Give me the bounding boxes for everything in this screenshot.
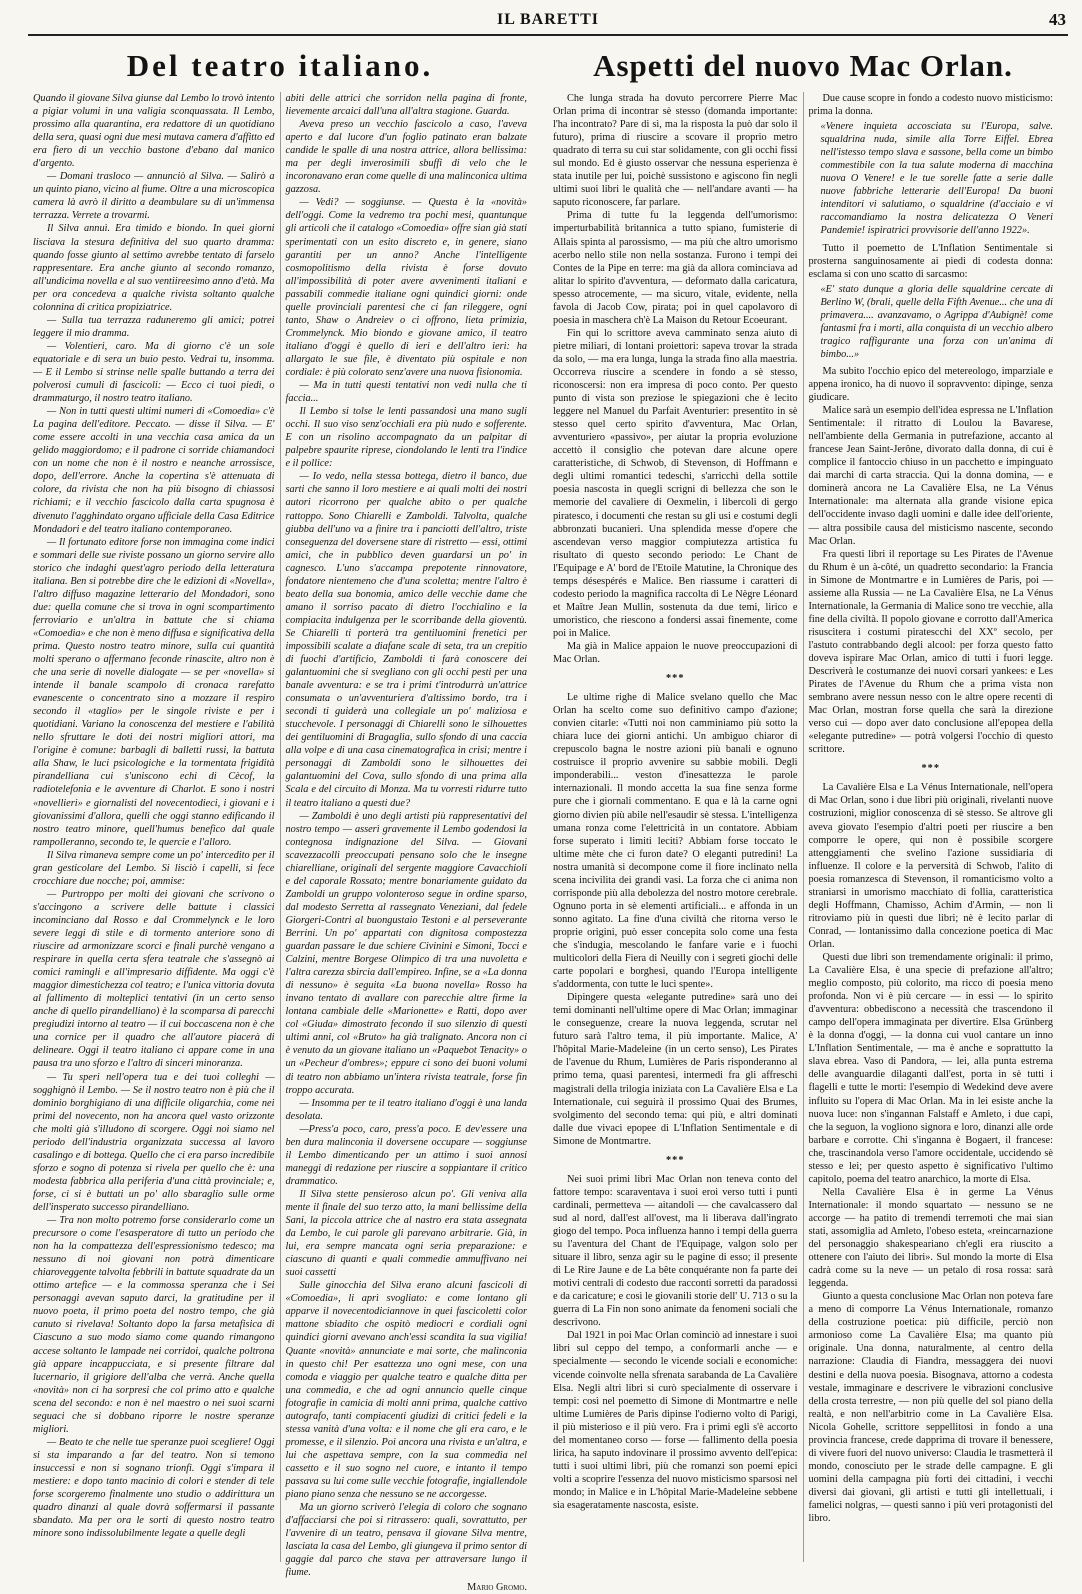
paragraph: Le ultime righe di Malice svelano quello che Mac Orlan ha scelto come suo definitivo campo d'azione; convien citarle: «Tutti noi non camminiamo più sotto la chiara luce dei giorni antichi. Un ambiguo chiaror di crepuscolo bagna le nostre azioni più banali e ognuno costruisce il proprio avvenire su sabbie mobili. Degli imponderabili... veston d'inesattezza le parole internazionali. Il mondo accetta la sua fine senza forme pure che i giornali commentano. E qua e là la carne ogni giorno divien più abile nell'esaudir sè stessa. L'intelligenza umana ronza come l'elettricità in un contatore. Abbiam forse superato i limiti leciti? Abbiam forse toccato le ultime mète che ci furon date? O eleganti putredini! La nostra umanità si decompone come il fiore inclinato nella scena incivilita dei grandi vasi. La forza che ci anima non corrisponde più alla debolezza del nostro motore cerebrale. Ognuno porta in sè elementi artificiali... e affonda in un sonno agitato. La fine d'una civiltà che ritorna verso le proprie origini, può esser concepita solo come una festa che s'indugia, mescolando le fanfare varie e i fuochi multicolori della Fiera di Neuilly con i segreti giochi delle carte popolari e borghesi, quando l'Europa intelligente s'addormenta, con tutte le luci spente». [553,692,798,991]
paragraph: — Ma in tutti questi tentativi non vedi nulla che ti faccia... [285,380,527,405]
paragraph: — Io vedo, nella stessa bottega, dietro il banco, due sarti che sanno il loro mestiere e ai quali molti dei nostri autori ricorrono per qualche abito o per qualche rattoppo. Sono Chiarelli e Zamboldi. Talvolta, qualche giubba dell'uno va a finire tra i panciotti dell'altro, triste conseguenza del doversene stare di ristretto — essi, ottimi amici, che in pubblico deven guardarsi un po' in cagnesco. L'uno s'accampa prepotente rinnovatore, fondatore nientemeno che d'una scoletta; mentre l'altro è beato della sua bonomia, amico delle vecchie dame che amano il sorriso pacato di dietro l'occhialino e la compiacita indulgenza per le scorribande della gioventù. Se Chiarelli ti porterà tra gentiluomini frenetici per impossibili scalate a diafane scale di seta, tra un crepitio di fuochi d'artificio, Zamboldi ti farà conoscere dei galantuomini che si svegliano con gli occhi pesti per una banale avventura: e se tra i primi t'introdurrà un'attrice consumata o un'avventuriera d'altissimo bordo, tra i secondi ti guiderà una collegiale un po' maliziosa e stucchevole. I personaggi di Chiarelli sono le silhouettes dei gentiluomini di Bragaglia, sullo sfondo di una caccia alla volpe e di una casa cinematografica in crisi; mentre i personaggi di Zamboldi sono le silhouettes dei galantuomini del Cova, sullo sfondo di una prima alla Scala e del circuito di Monza. Ma tu vorresti ridurre tutto il teatro italiano a questi due? [285,471,527,809]
paragraph: — Purtroppo per molti dei giovani che scrivono o s'accingono a scrivere delle battute i classici incominciano dal Rosso e dal Crommelynck e le loro severe leggi di stile e di tormento anteriore sono di riuscire ad armonizzare scorci e finali purchè vengano a respirare in quella certa sfera teatrale che s'assegnò ai comici ramingli e all'impresario diffidente. Ma oggi c'è maggior dimestichezza col teatro; e l'unica vittoria dovuta al fallimento di molteplici tentativi (in un certo senso anche di quello pirandelliano) è la scomparsa di parecchi pregiudizi intorno al teatro — il cui boccascena non è che una cornice per il quadro che all'autore piacerà di delineare. Oggi il teatro italiano ci appare come in una pausa tra uno sforzo e l'altro di sinceri minoranza. [33,888,275,1070]
paragraph: Dipingere questa «elegante putredine» sarà uno dei temi dominanti nell'ultime opere di Mac Orlan; immaginar le conseguenze, creare la nuova leggenda, scrutar nel futuro sarà l'altro tema, il più importante. Malice, A' l'hôpital Marie-Madeleine (in un certo senso), Les Pirates de l'avenue du Rhum, Lumières de Paris risponderanno al primo tema, quasi parentesi, intermedi fra gli affreschi magistrali della trilogia iniziata con La Cavalière Elsa e La Internationale, cui seguirà il prossimo Quai des Brumes, svolgimento del secondo tema: qui più, e altri dominati dalle due vivaci epopee di L'Inflation Sentimentale e di Simone de Montmartre. [553,992,798,1147]
article-teatro [28,44,540,1594]
paragraph: Ma già in Malice appaion le nuove preoccupazioni di Mac Orlan. [553,640,798,666]
column-4 [803,92,1059,1562]
poem-quote: «Venere inquieta accosciata su l'Europa, salve. squaldrina nuda, simile alla Torre Eiffel. Ebrea nell'istesso tempo slava e sassone, bella come un bimbo commestibile con la tua salute moderna di macchina nuova O Venere! e le tue sorelle fatte a serie dalle nuove fabbriche letterarie dell'Europa! Da buoni intenditori vi salutiamo, o squaldrine (d'acciaio e vi raccomandiamo la nostra delicatezza O Veneri Pandemie! ispiratrici provvisorie dell'anno 1922». [820,121,1053,237]
journal-title: IL BARETTI [496,11,600,28]
paragraph: Ma un giorno scriverò l'elegia di coloro che sognano d'affacciarsi che poi si ritrassero: quali, sovrattutto, per l'avvenire di un teatro, pensava il giovane Silva mentre, lasciata la casa del Lembo, gli giungeva il primo sentor di gaggie dal parco che stava per attraversare lungo il fiume. [285,1502,527,1579]
paragraph: — Volentieri, caro. Ma di giorno c'è un sole equatoriale e di sera un buio pesto. Vedrai tu, insomma. — E il Lembo si strinse nelle spalle buttando a terra dei polverosi cumuli di fascicoli: — Ecco ci tuoi piedi, o drammaturgo, il nostro teatro italiano. [33,340,275,405]
poem-quote: «E' stato dunque a gloria delle squaldrine cercate di Berlino W, (brali, quelle della Fifth Avenue... che una di primavera.... avanzavamo, o Agrippa d'Aubignè! come fantasmi fra i morti, alla conquista di un vecchio albero tragico raffigurante una forza con un'anima di bimbo...» [820,283,1053,360]
paragraph: — Domani trasloco — annunciò al Silva. — Salirò a un quinto piano, vicino al fiume. Oltre a una microscopica camera là avrò il diritto a deambulare su di un'immensa terrazza. Verrete a trovarmi. [33,171,275,222]
articles [28,44,1068,1594]
paragraph: —Press'a poco, caro, press'a poco. E dev'essere una ben dura malinconia il doversene occupare — soggiunse il Lembo dimenticando per un attimo i suoi annosi maneggi di redazione per riuscire a soppiantare il critico drammatico. [285,1123,527,1187]
paragraph: La Cavalière Elsa e La Vénus Internationale, nell'opera di Mac Orlan, sono i due libri più originali, rivelanti nuove costruzioni, miglior conoscenza di sè stesso. Se altrove gli aveva giovato l'esempio d'altri poeti per riuscire a ben comporre le opere, qui non è possibile scorgere attenggiamenti che svelino l'azione sussidiaria di influenze. Il colore e la perversità di Schwob, l'alito di poesia romanzesca di Stevenson, il romanticismo volto a straniarsi in umorismo macchiato di follia, caratteristica degli Hoffmann, Chamisso, Achim d'Armin, — non li ritroviamo più in questi due libri; nè è lecito parlar di Conrad, — lontanissimo dalla concezione poetica di Mac Orlan. [808,782,1053,950]
paragraph: Fin qui lo scrittore aveva camminato senza aiuto di pietre miliari, di lontani proiettori: sapeva trovar la strada da solo, — ma era lunga, lunga la strada fino alla maestria. Occorreva riuscire a scendere in fondo a sè stesso, riconoscersi: non era impresa di poco conto. Per questo punto di vista son preziose le spiegazioni che è lecito leggere nel Manuel du Parfait Aventurier: presentito in sè stesso quel certo spirito d'avventura, Mac Orlan, avventuriero «passivo», per aiutar la propria evoluzione accettò il consiglio che potevan dare alcune opere caratteristiche, di Schwob, di Stevenson, di Hoffmann e degli ultimi romantici tedeschi, s'arricchì della sottile poesia nascosta in quegli scrigni di bellezza che son le memorie del cavaliere di Oexmelin, i libercoli di gergo piratesco, i documenti che restan su gli usi e costumi degli abbronzati bucanieri. Una splendida messe d'opere che ascendevan verso maggior compiutezza artistica fu risultato di questo secondo periodo: Le Chant de l'Equipage e A' bord de l'Etoile Matutine, la Chronique des temps désespérés e Malice. Ben riassume i caratteri di codesto periodo la magnifica raccolta di Le Nègre Léonard et Maître Jean Mullin, sostenuta da due temi, lirico e umoristico, che riescono a fondersi assai finemente, come poi in Malice. [553,327,798,639]
paragraph: Due cause scopre in fondo a codesto nuovo misticismo: prima la donna. [808,93,1053,118]
paragraph: — Non in tutti questi ultimi numeri di «Comoedia» c'è La pagina dell'editore. Peccato. — disse il Silva. — E' come essere accolti in una vecchia casa amica da un gelido maggiordomo; e il padrone ci sorride chiamandoci con un nome che non è il nostro e neanche arrossisce, dopo, dell'errore. Anche la copertina s'è attenuata di colore, da rivista che non ha più bisogno di chiassosi richiami; e il vecchio fascicolo dalla carta spugnosa è divenuto l'agghindato organo ufficiale della Casa Editrice Mondadori e del teatro italiano contemporaneo. [33,406,275,535]
paragraph: Ma subito l'occhio epico del metereologo, imparziale e appena ironico, ha di nuovo il sopravvento: dipinge, senza giudicare. [808,365,1053,404]
section-separator: *** [921,763,940,775]
paragraph: Il Lembo si tolse le lenti passandosi una mano sugli occhi. Il suo viso senz'occhiali era più nudo e sofferente. E con un risolino accompagnato da un palpitar di palpebre spaurite riprese, ciondolando le lenti tra l'indice e il pollice: [285,406,527,470]
paragraph: Aveva preso un vecchio fascicolo a caso, l'aveva aperto e dal lucore d'un foglio patinato eran balzate candide le spalle di una nostra attrice, allora bellissima: ma per degli inverosimili sbuffi di velo che le incoronavano eran come quelle di una malinconica ultima gazzosa. [285,119,527,196]
article-title-macorlan: Aspetti del nuovo Mac Orlan. [593,48,1013,83]
paragraph: — Insomma per te il teatro italiano d'oggi è una landa desolata. [285,1097,527,1122]
paragraph: Dal 1921 in poi Mac Orlan cominciò ad innestare i suoi libri sul ceppo del tempo, a conformarli anche — e specialmente — secondo le vicende sociali e economiche: vicende coinvolte nella sfrenata sarabanda de La Cavalière Elsa. Negli altri libri si curò specialmente di osservare i tempi: così nel poemetto di Simone di Montmartre e nelle ultime Lumières de Paris dipinse l'odierno volto di Parigi, il più misterioso e il più vero. Fra i primi egli s'è accorto del momentaneo corso — forse — fallimento della poesia lirica, ha saputo indovinare il prossimo avvento dell'epica: tutti i suoi ultimi libri, più che romanzi son poemi epici volti a scoprire l'essenza del nuovo misticismo sparsosi nel mondo; in Malice e in L'hôpital Marie-Madeleine sebbene sia esageratamente nascosta, esiste. [553,1330,798,1511]
column-2 [280,92,533,1594]
paragraph: Nei suoi primi libri Mac Orlan non teneva conto del fattore tempo: scaraventava i suoi eroi verso tutti i punti cardinali, permetteva — aitandoli — che cavalcassero dal sud al nord, dall'est all'ovest, ma li liberava dall'ingrato giogo del tempo. Poca influenza hanno i tempi della guerra su l'aventura del Chant de l'Equipage, valgon solo per situare il libro, senza agir su le pagine di esso; il presente di Le Rire Jaune e de La bête conquérante non fa parte dei motivi centrali di codesto due racconti sorretti da paradossi e da caricature; e così le giovanili storie dell' U. 713 o su la guerra di La Fin non sono animate da fenomeni sociali che descrivono. [553,1173,798,1329]
teatro-columns [28,92,532,1594]
paragraph: Fra questi libri il reportage su Les Pirates de l'Avenue du Rhum è un à-côté, un quadretto secondario: la Francia in Simone de Montmartre e in Lumières de Paris, poi — assieme alla Russia — ne La Cavalière Elsa, ne La Vénus Internationale, la Germania di Malice sono tre vecchie, alla fine della civiltà. Il popolo giovane e corrotto dall'America risuscitera i costumi piratescchi del XXº secolo, per l'astuto contrabbando degli alcool: per forza questo fatto doveva ispirare Mac Orlan, amico di tutti i fuori legge. Descriverà le costumanze dei nuovi corsari yankees: e Les Pirates de l'Avenue du Rhum che a prima vista non sembrano avere nessun nesso con le altre opere recenti di Mac Orlan, mostran forse quella che sarà la direzione verso cui — dopo aver dato conclusione all'epopea della «elegante putredine» — potrà volgersi l'occhio di questo scrittore. [808,548,1053,756]
paragraph: Il Silva rimaneva sempre come un po' intercedito per il gran gesticolare del Lembo. Si lisciò i capelli, si fece crocchiare due nocche; poi, ammise: [33,849,275,887]
paragraph: Giunto a questa conclusione Mac Orlan non poteva fare a meno di comporre La Vénus Internationale, romanzo della costruzione poetica: più difficile, perciò non armonioso come La Cavalière Elsa; ma quanto più originale. Una donna, naturalmente, al centro della narrazione: Claudia di Fiandra, messaggera dei nuovi destini e della nuova poesia. Bisognava, attorno a codesta vestale, immaginare e descrivere le vibrazioni conclusive della crosta terrestre, — non più quelle del sol piano della realtà, e non nell'arbitrio come in La Cavalière Elsa. Nicola Gohelle, scrittore seppellitosi in fondo a una provincia francese, crede dapprima di trovare il benessere, di vivere fuori del nuovo universo: Claudia le trasmetterà il mondo, conosciuto per le strade delle campagne. E gli uomini della campagna più forti dei cittadini, i vecchi diversi dai giovani, gli artisti e tutti gli intellettuali, i famelici nolgras, — questi sanno i più veri protagonisti del libro. [808,1291,1053,1525]
paragraph: Quando il giovane Silva giunse dal Lembo lo trovò intento a pigiar volumi in una valigia sconquassata. Il Lembo, prossimo alla quarantina, era redattore di un quotidiano della sera, quasi ogni due mesi mutava camera d'affitto ed era fiero di un vecchio bastone d'ebano dal manico d'argento. [33,93,275,170]
paragraph: — Il fortunato editore forse non immagina come indici e sommari delle sue riviste possano un giorno servire allo storico che indaghi quest'agro periodo della letteratura italiana. Ben si potrebbe dire che le edizioni di «Novella», l'altro diffuso magazine letterario del Mondadori, sono due: quella comune che si trova in ogni scompartimento ferroviario e un'altra in battute che si chiama «Comoedia» e che non è meno diffusa e significativa della prima. Questo nostro teatro minore, sulla cui quantità molti sperano o affermano feconde rinascite, altro non è che una serie di novelle dialogate — se per «novella» si intende il banale scampolo di cronaca rarefatto evanescente o concentrato sino a mozzare il respiro secondo il «taglio» per le singole riviste e per i quotidiani. Variano la conoscenza del mestiere e l'abilità nello sfruttare le doti dei nostri migliori attori, ma l'origine è comune: barbagli di balletti russi, la battuta alla Shaw, le luci psicologiche e la tormentata frigidità pirandelliana cui s'uniscono echi di Cècof, la radiotelefonia e le avventure di Charlot. E sono i nostri «novellieri» e giornalisti del novecentodieci, i giovani e i giovanissimi d'allora, quelli che oggi stanno edificando il nostro teatro minore, quell'humus benefico dal quale rampolleranno, secondo te, le quercie e l'alloro. [33,536,275,848]
paragraph: Che lunga strada ha dovuto percorrere Pierre Mac Orlan prima di incontrar sè stesso (domanda importante: l'ha incontrato? Pare di sì, ma la risposta la può dar solo il futuro), prima di riuscire a scovare il proprio metro quadrato di terra su cui star solidamente, con gli occhi fissi sul mondo. Ed è giusto osservar che nessuna esperienza è stata inutile per lui, poichè sussistono e agiscono fin negli ultimi suoi libri le qualità che — nell'andare avanti — ha saputo riconoscere, far parlare. [553,93,798,209]
paragraph: Il Silva stette pensieroso alcun po'. Gli veniva alla mente il finale del suo terzo atto, la mani bellissime della Sani, la piccola attrice che al nastro era stata assegnata da Lembo, le cui parole gli parevano arbitrarie. Già, in lui, era sempre mancata ogni seria preparazione: e ciascuno di quanti e quali commedie ammuffivano nei suoi cassetti [285,1188,527,1279]
column-1 [28,92,280,1562]
article-macorlan [540,44,1058,1562]
section-separator: *** [666,1154,685,1166]
paragraph: Il Silva annuì. Era timido e biondo. In quei giorni lisciava la stesura definitiva del suo quarto dramma: quando fosse giunto al settimo avrebbe tentato di farselo rappresentare. Era anche giunto al secondo romanzo, all'undicima novella e al suo ventiireesimo anno d'età. Ma per ora concedeva a qualche rivista soltanto qualche colonnina di critica propiziatrice. [33,223,275,313]
macorlan-columns [548,92,1058,1562]
paragraph: — Beato te che nelle tue speranze puoi scegliere! Oggi si sta imparando a far del teatro. Non si temono insuccessi e non si sognano trionfi. Oggi s'impara il mestiere: e dopo tanto macinio di colori e stender di tele forse scorgeremo finalmente uno studio o addirittura un quadro dinanzi al quale dovrà soffermarsi il passante sbandato. Ma per ora le sorti di questo nostro teatro minore sono indissolubilmente legate a quelle degli [33,1436,275,1540]
paragraph: — Zamboldi è uno degli artisti più rappresentativi del nostro tempo — asserì gravemente il Lembo godendosi la contegnosa indignazione del Silva. — Giovani scavezzacolli preoccupati pensano solo che le insegne chiarelliane, originali del sergente maggiore Cavacchioli e del caporale Rossato; mentre bonariamente guidato da Zamboldi un gruppo volonteroso segue in ordine sparso, dal modesto Serretta al rassegnato Veneziani, dal fedele Giorgeri-Contri al buongustaio Testoni e al perseverante Berrini. Un po' appartati con dignitosa compostezza guardan passare le due schiere Civinini e Simoni, Tocci e Calzini, mentre Borgese Olimpico di tra una nuvoletta e l'altra carezza sbircia dall'empireo. Infine, se a «La donna di nessuno» è seguita «La buona novella» Rosso ha invano tentato di avallare con parecchie altre firme la lontana cambiale delle «Marionette» e Ratti, dopo aver col «Giuda» dimostrato fecondo il suo silenzio di questi ultimi anni, col «Bruto» ha già tralignato. Ancora non ci è venuto da un giovane italiano un «Paquebot Tenacity» o un «Pecheur d'ombres»; eppure ci sono dei buoni volumi di teatro non abbiamo un'intera rivista teatrale, forse fin troppo accurata. [285,810,527,1096]
paragraph: — Vedi? — soggiunse. — Questa è la «novità» dell'oggi. Come la vedremo tra pochi mesi, quantunque gli articoli che il catalogo «Comoedia» offre sian già stati sperimentati con un esito discreto e, in genere, siano garantiti per un anno? Anche l'intelligente cosmopolitismo della rivista è forse dovuto all'impossibilità di poter avere avvenimenti italiani e passabili commedie italiane ogni quindici giorni: onde quelle provinciali parentesi che ci fan rileggere, ogni tanto, Shaw o Andreiev o ci offrono, lieta primizia, Crommelynck. Mio biondo e giovane amico, il teatro italiano d'oggi è quello di ieri e dell'altro ieri: ha allargato le sue file, è diventato più ospitale e non cordiale: è più colorato senz'avere una nuova fisionomia. [285,197,527,378]
paragraph: Questi due libri son tremendamente originali: il primo, La Cavalière Elsa, è una specie di prefazione all'altro; meglio composto, più colorito, ma ricco di poesia meno profonda. Non vi è più cercare — in essi — lo spirito d'avventura: obbediscono a necessità che trascendono il campo dell'opera immaginata per divertire. Elsa Grünberg è la donna d'oggi, — la donna cui vuol cantare un inno L'Inflation Sentimentale, — ma è anche e soprattutto la slava ebrea. Vaso di Pandora, — lei, alla punta estrema delle avanguardie dilaganti dall'est, porta in sè tutti i flagelli e tutte le morti: l'esempio di Wedekind deve avere influito su l'opera di Mac Orlan. Ma in lei esiste anche la nuova luce: non s'ingannan Falstaff e Amleto, i due capi, che la seguon, la vogliono signora e loro, dinanzi alle orde barbare e corrotte. Chi s'inganna è Bogaert, il francese: che, trascinandola verso l'amore occidentale, uccidendo sè stesso e lei; per questo aspetto è significativo l'ultimo capitolo, poema del teatro anarchico, la morte di Elsa. [808,952,1053,1185]
paragraph: — Tu speri nell'opera tua e dei tuoi colleghi — sogghignò il Lembo. — Se il nostro teatro non è più che il dominio borghigiano di una difficile oligarchia, come nei primi del novecento, non ha ancora quel vasto orizzonte che molti già s'illudono di scorgere. Oggi noi siamo nel periodo dell'industria organizzata successa al lavoro casalingo e di bottega. Quello che ci era parso incredibile sforzo e sogno di potenza si rivela per quello che è: una modesta fabbrica alla periferia d'una città provinciale; e, forse, ci si è buttati un po' allo sbaraglio sulle orme dell'insperato successo pirandelliano. [33,1071,275,1213]
article-author: Mario Gromo. [467,1582,527,1594]
paragraph: abiti delle attrici che sorridon nella pagina di fronte, lievemente arcaici dall'una all'altra stagione. Guarda. [285,93,527,118]
column-3 [548,92,803,1562]
paragraph: — Sulla tua terrazza raduneremo gli amici; potrei leggere il mio dramma. [33,314,275,339]
paragraph: Tutto il poemetto de L'Inflation Sentimentale si prosterna sanguinosamente ai piedi di codesta donna: esclama si con uno scatto di sarcasmo: [808,242,1053,280]
article-title-teatro: Del teatro italiano. [126,48,434,83]
paragraph: Sulle ginocchia del Silva erano alcuni fascicoli di «Comoedia», li aprì svogliato: e come lontano gli apparve il novecentodiciannove in quei fascicoletti color mattone sbiadito che ospitò mediocri e cordiali ogni quindici giorni avevano anch'essi scandita la sua vigilia! Quante «novità» annunciate e mai sorte, che malinconia in questo chi! Per esattezza uno ogni mese, con una comoda e viaggio per qualche teatro e qualche ditta per una commedia, e che ad ogni annuncio quelle cinque fotografie in camicia di molti anni prima, qualche cattivo autografo, tanti compiacenti giudizi di critici fedeli e la stessa vanità d'una volta: e il nome che gli era caro, e le promesse, e il silenzio. Poi ancora una rivista e un'altra, e lui che aspettava sempre, con la sua commedia nel cassetto e il suo sogno nel cuore, e intanto il tempo passava su lui come sulle vecchie fotografie, ingiallendole piano piano senza che nessuno se ne accorgesse. [285,1280,527,1501]
paragraph: Malice sarà un esempio dell'idea espressa ne L'Inflation Sentimentale: il ritratto di Loulou la Bavarese, nell'ambiente della Germania in putrefazione, accanto al francese Jean Saint-Jerône, divorato dalla donna, di cui è complice il fantoccio chiuso in un pacchetto e impinguato dai marchi di carta straccia. Qui la donna domina, — e dominerà ancora ne La Cavalière Elsa, ne La Vénus Internationale: ma alternata alla grande visione epica dell'occidente invaso dagli uomini e dalle idee dell'oriente, — altra possibile causa del misticismo nascente, secondo Mac Orlan. [808,405,1053,547]
page-number: 43 [1049,10,1066,29]
paragraph: Prima di tutte fu la leggenda dell'umorismo: imperturbabilità britannica a tutto spiano, fumisterie di Allais spinta al parossismo, — ma più che altro umorismo acerbo nello stile non nella sostanza. Furono i tempi dei Contes de la Pipe en terre: ma già da allora cominciava ad alitar lo spirito d'avventura, — deformato dalla caricatura, spesso atrocemente, — ma sicuro, vitale, evidente, nella favola di Jacob Cow, pirata; poi in quel capolavoro di poesia in maschera ch'è La Maison du Retour Ecoeurant. [553,210,798,326]
paragraph: — Tra non molto potremo forse considerarlo come un precursore o come l'esasperatore di tutto un periodo che non ha la compattezza dell'espressionismo tedesco; ma nessuno di noi giovani non potrà dimenticare chiaroveggente talvolta febbrili in battute squadrate da un ottimo artefice — e la commossa speranza che i Sei personaggi avevan saputo darci, la gratitudine per il nuovo poeta, il primo poeta del nostro tempo, che già canuto si rivelava! Soltanto dopo la farsa metafisica di Ciascuno a suo modo siamo come quando rimangono accese soltanto le lampade nei corridoi, qualche poltrona già appare incappucciata, e si presente filtrare dal lucernario, il grigiore dell'alba che verrà. Anche quella «novità» non ci ha sorpresi che col primo atto e qualche scena del secondo: e non è nel maestro o nei suoi scarni seguaci che si dobbano riporre le nostre speranze migliori. [33,1215,275,1435]
running-header [28,8,1068,36]
section-separator: *** [666,673,685,685]
paragraph: Nella Cavalière Elsa è in germe La Vénus Internationale: il mondo squartato — nessuno se ne accorge — ha patito di tremendi terremoti che mai sian stati, assomiglia ad Amleto, l'obeso esteta, «reincarnazione del personaggio shakespeariano ch'egli era riuscito a ottenere con l'aiuto dei libri». Sul mondo la morte di Elsa cadrà come su la neve — un petalo di rosa rossa: sarà leggenda. [808,1186,1053,1290]
